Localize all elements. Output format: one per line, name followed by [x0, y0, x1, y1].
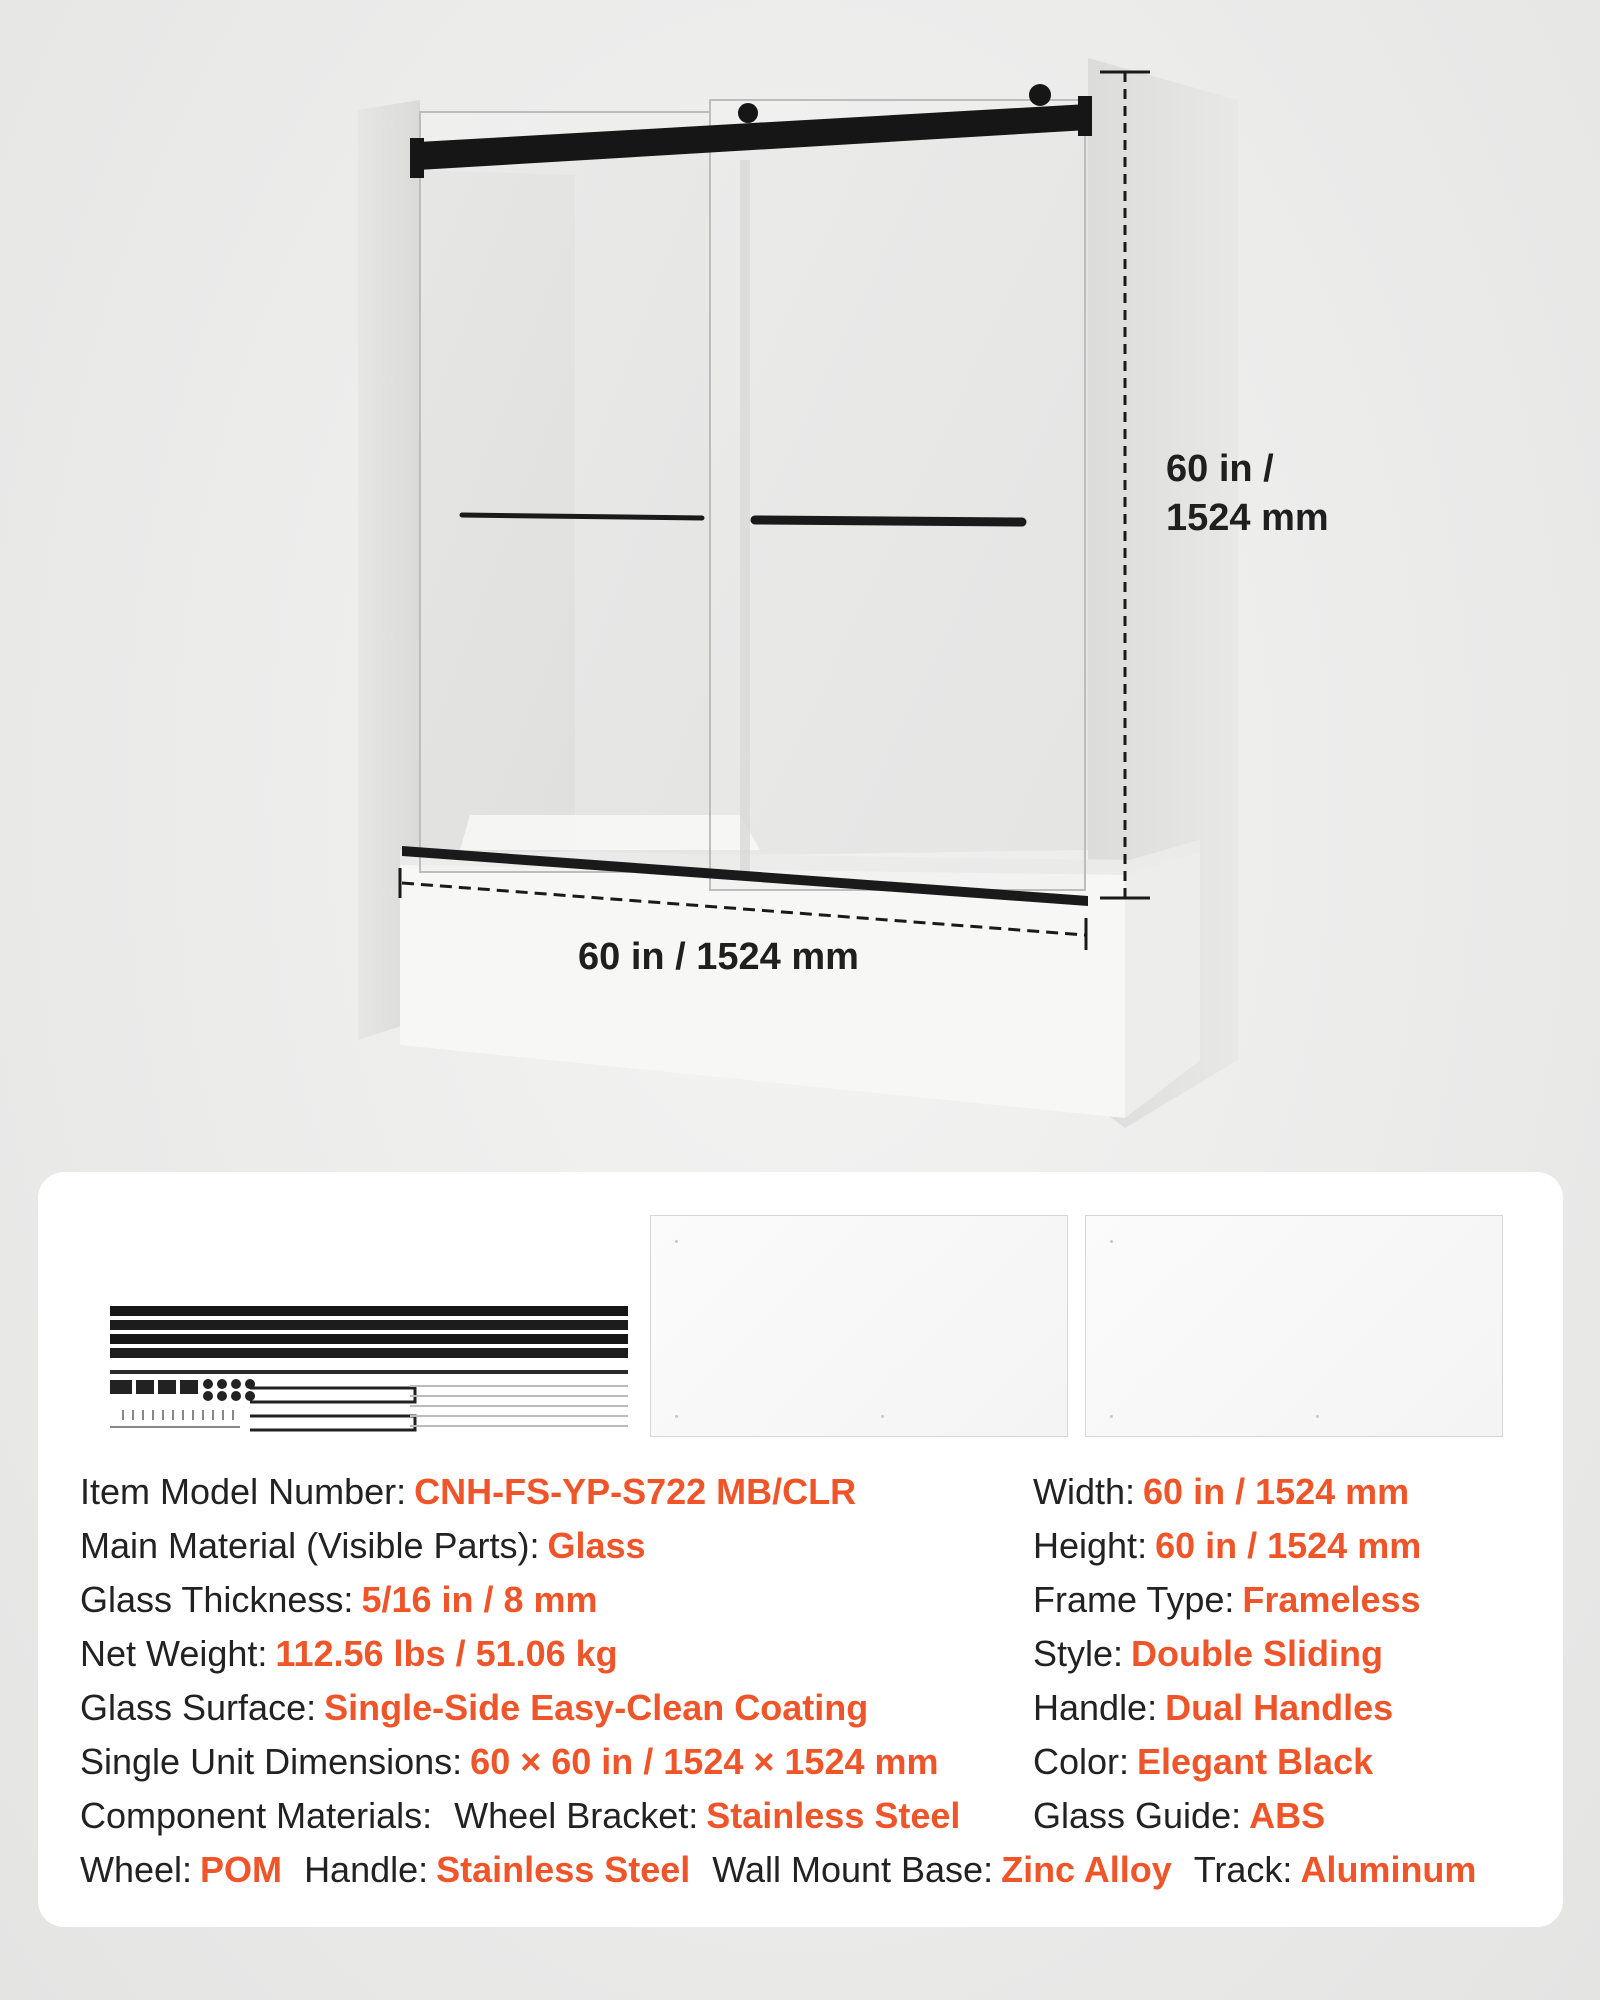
spec-label: Wheel: [80, 1849, 193, 1890]
spec-label: Handle: [304, 1849, 429, 1890]
spec-label: Glass Surface: [80, 1687, 317, 1728]
spec-label: Single Unit Dimensions: [80, 1741, 463, 1782]
spec-label: Wheel Bracket: [454, 1795, 699, 1836]
components-title: Component Materials: [80, 1795, 433, 1836]
spec-value: ABS [1249, 1795, 1326, 1836]
height-label-line2: 1524 mm [1166, 497, 1329, 540]
spec-label: Wall Mount Base: [712, 1849, 994, 1890]
spec-value: Aluminum [1300, 1849, 1477, 1890]
spec-value: 5/16 in / 8 mm [361, 1579, 598, 1620]
spec-value: Dual Handles [1165, 1687, 1394, 1728]
roller-1 [738, 103, 758, 123]
spec-value: 60 in / 1524 mm [1143, 1471, 1410, 1512]
spec-handle [1033, 1681, 1421, 1735]
spec-label: Frame Type: [1033, 1579, 1235, 1620]
spec-label: Style: [1033, 1633, 1124, 1674]
spec-value: 60 × 60 in / 1524 × 1524 mm [470, 1741, 939, 1782]
spec-label: Glass Thickness: [80, 1579, 354, 1620]
spec-value: CNH-FS-YP-S722 MB/CLR [414, 1471, 857, 1512]
glass-panel-left [420, 112, 710, 872]
spec-component-row-2 [80, 1843, 1476, 1897]
height-dimension-label [1166, 445, 1329, 544]
spec-color [1033, 1735, 1421, 1789]
spec-style [1033, 1627, 1421, 1681]
spec-value: Stainless Steel [706, 1795, 961, 1836]
spec-value: Double Sliding [1131, 1633, 1384, 1674]
glass-panel-right [710, 100, 1085, 890]
spec-frame-type [1033, 1573, 1421, 1627]
roller-2 [1029, 84, 1051, 106]
spec-label: Color: [1033, 1741, 1130, 1782]
hardware-kit-image [110, 1300, 630, 1440]
glass-panel-image-2 [1085, 1215, 1503, 1437]
spec-value: Stainless Steel [436, 1849, 691, 1890]
spec-width [1033, 1465, 1421, 1519]
spec-value: POM [200, 1849, 283, 1890]
glass-panel-image-1 [650, 1215, 1068, 1437]
spec-label: Main Material (Visible Parts): [80, 1525, 540, 1566]
spec-value: Glass [547, 1525, 646, 1566]
spec-value: 112.56 lbs / 51.06 kg [275, 1633, 618, 1674]
spec-height [1033, 1519, 1421, 1573]
height-label-line1: 60 in / [1166, 448, 1274, 490]
spec-value: Single-Side Easy-Clean Coating [324, 1687, 869, 1728]
right-handle [755, 520, 1022, 522]
spec-label: Glass Guide: [1033, 1795, 1242, 1836]
spec-value: 60 in / 1524 mm [1155, 1525, 1422, 1566]
width-dimension-label: 60 in / 1524 mm [578, 936, 859, 978]
left-handle [462, 515, 702, 518]
spec-label: Height: [1033, 1525, 1148, 1566]
specs-right-column [1033, 1465, 1421, 1843]
spec-value: Zinc Alloy [1001, 1849, 1172, 1890]
spec-value: Frameless [1242, 1579, 1421, 1620]
spec-value: Elegant Black [1137, 1741, 1374, 1782]
spec-label: Width: [1033, 1471, 1136, 1512]
spec-label: Item Model Number: [80, 1471, 407, 1512]
spec-label: Net Weight: [80, 1633, 268, 1674]
spec-label: Handle: [1033, 1687, 1158, 1728]
spec-label: Track: [1193, 1849, 1293, 1890]
spec-glass-guide [1033, 1789, 1421, 1843]
